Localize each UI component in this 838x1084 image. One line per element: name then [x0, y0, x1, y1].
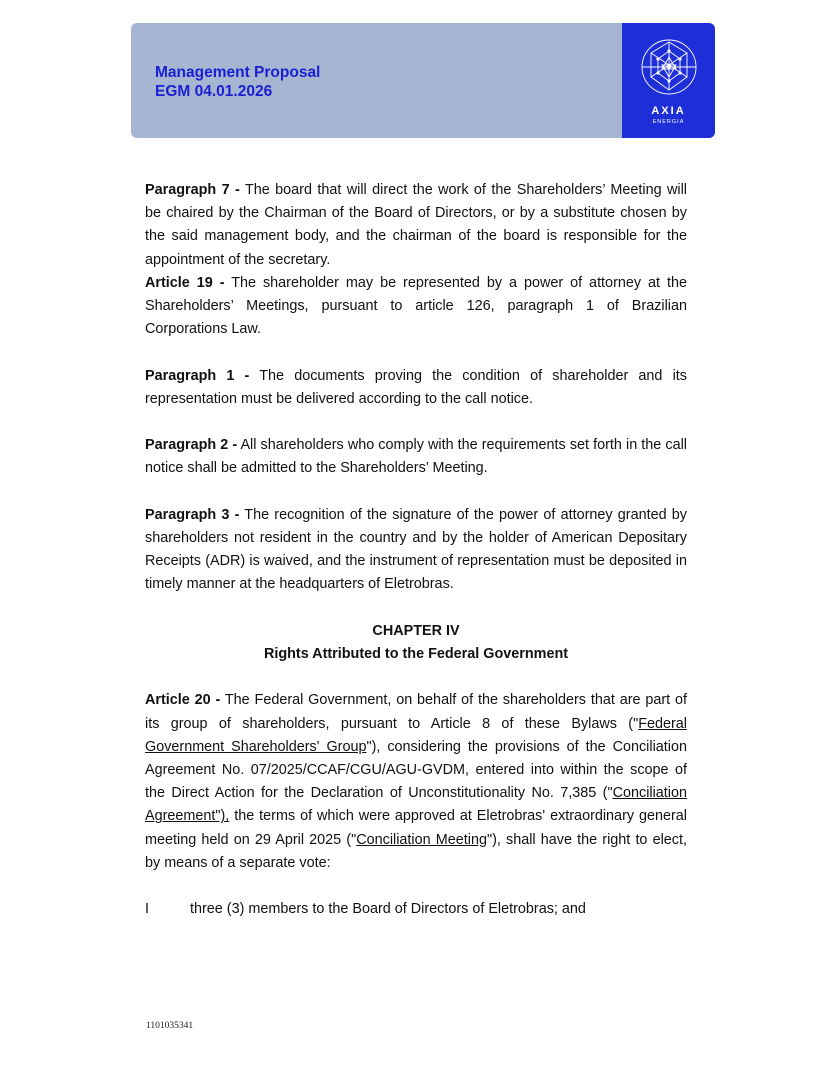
axia-logo	[622, 23, 715, 138]
article-20-text-2: "), considering the provisions of the Conciliation Agreement No. 07/2025/CCAF/CGU/AGU-GVDM, entered into within the scope of the Direct Action for the Declaration of Unconstitutionality No. 7,385 ("	[145, 738, 687, 802]
defined-term-conciliation-agreement: Conciliation Agreement"),	[145, 785, 687, 825]
paragraph-1-label: Paragraph 1 -	[145, 367, 250, 384]
list-item-number: I	[145, 901, 149, 918]
paragraph-2-text: All shareholders who comply with the requirements set forth in the call notice shall be admitted to the Shareholders’ Meeting.	[145, 437, 687, 477]
logo-name: AXIA	[651, 105, 686, 117]
paragraph-2-label: Paragraph 2 -	[145, 437, 238, 454]
chapter-title: Rights Attributed to the Federal Government	[263, 646, 569, 662]
paragraph-3-label: Paragraph 3 -	[145, 506, 240, 523]
article-19-label: Article 19 -	[145, 274, 225, 291]
paragraph-3-text: The recognition of the signature of the power of attorney granted by shareholders not resident in the country and by the holder of American Depositary Receipts (ADR) is waived, and the instrument of representation must be deposited in timely manner at the headquarters of Eletrobras.	[145, 506, 687, 593]
article-20-label: Article 20 -	[145, 692, 221, 709]
defined-term-conciliation-meeting: Conciliation Meeting	[356, 831, 487, 848]
article-19-text: The shareholder may be represented by a power of attorney at the Shareholders’ Meetings, pursuant to article 126, paragraph 1 of Brazilian Corporations Law.	[145, 274, 687, 338]
document-id: 1101035341	[146, 1021, 194, 1031]
defined-term-shareholders-group: Federal Government Shareholders' Group	[145, 715, 687, 755]
list-item	[145, 898, 687, 921]
document-body	[145, 179, 687, 921]
article-19	[145, 272, 687, 342]
article-19-paragraph-3	[145, 504, 687, 597]
header-title-line2: EGM 04.01.2026	[155, 83, 273, 100]
logo-subtitle: ENERGIA	[652, 119, 685, 125]
header-title-line1: Management Proposal	[155, 64, 321, 81]
paragraph-7	[145, 179, 687, 272]
header-title	[155, 63, 320, 101]
chapter-number: CHAPTER IV	[372, 622, 460, 639]
article-20-text-1: The Federal Government, on behalf of the shareholders that are part of its group of shareholders, pursuant to Article 8 of these Bylaws ("	[145, 692, 687, 732]
article-20	[145, 689, 687, 875]
paragraph-1-text: The documents proving the condition of shareholder and its representation must be delivered according to the call notice.	[145, 367, 687, 407]
paragraph-7-text: The board that will direct the work of the Shareholders’ Meeting will be chaired by the Chairman of the Board of Directors, or by a substitute chosen by the said management body, and the chairman of the board is responsible for the appointment of the secretary.	[145, 182, 687, 268]
paragraph-7-label: Paragraph 7 -	[145, 182, 240, 198]
article-20-text-3: the terms of which were approved at Eletrobras' extraordinary general meeting held on 29 April 2025 ("	[145, 808, 687, 848]
article-19-paragraph-1	[145, 365, 687, 411]
article-20-text-4: "), shall have the right to elect, by means of a separate vote:	[145, 831, 687, 871]
globe-logo-icon	[639, 37, 699, 97]
article-19-paragraph-2	[145, 434, 687, 480]
list-item-text: three (3) members to the Board of Directors of Eletrobras; and	[190, 901, 586, 918]
